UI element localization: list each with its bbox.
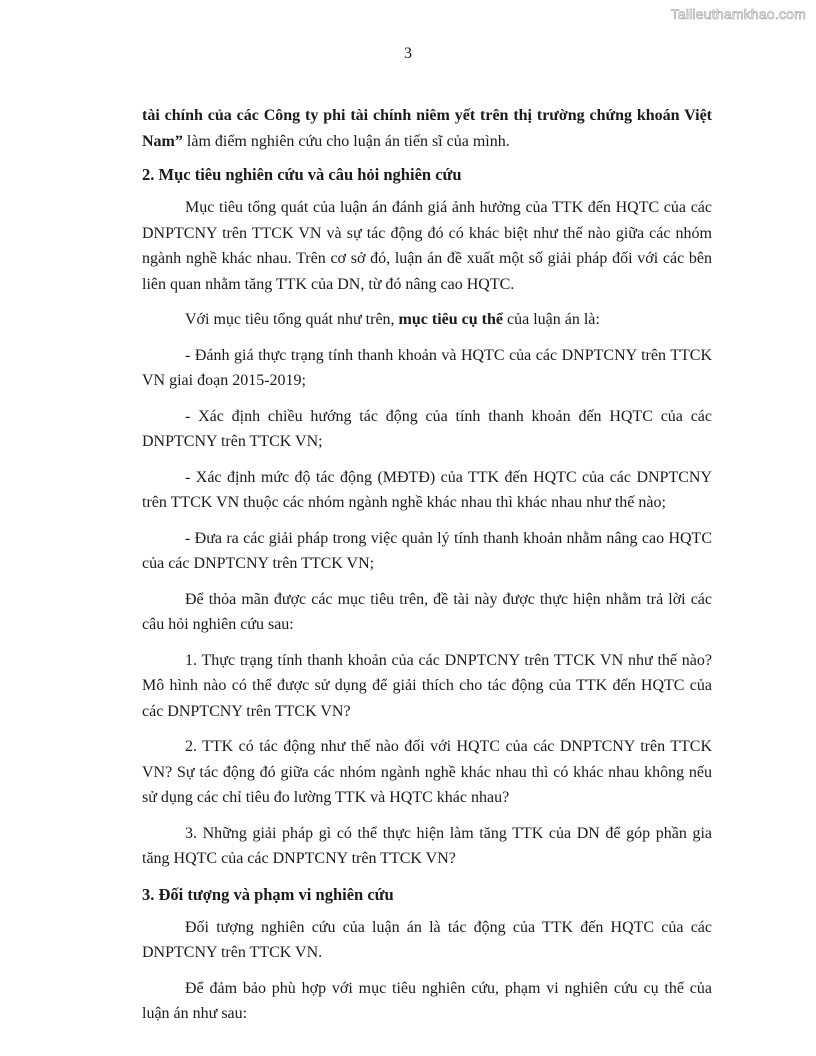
general-objective-paragraph: Mục tiêu tổng quát của luận án đánh giá ảnh hưởng của TTK đến HQTC của các DNPTCNY trên TTCK VN và sự tác động đó có khác biệt như thế nào giữa các nhóm ngành nghề khác nhau. Trên cơ sở đó, luận án đề xuất một số giải pháp đối với các bên liên quan nhằm tăng TTK của DN, từ đó nâng cao HQTC. <box>142 199 712 293</box>
specific-objective-pre: Với mục tiêu tổng quát như trên, <box>185 311 399 328</box>
research-questions-intro: Để thỏa mãn được các mục tiêu trên, đề tài này được thực hiện nhằm trả lời các câu hỏi nghiên cứu sau: <box>142 590 712 633</box>
intro-paragraph <box>142 103 712 154</box>
objective-item: - Đưa ra các giải pháp trong việc quản lý tính thanh khoản nhằm nâng cao HQTC của các DNPTCNY trên TTCK VN; <box>142 529 712 572</box>
objective-item: - Xác định chiều hướng tác động của tính thanh khoản đến HQTC của các DNPTCNY trên TTCK VN; <box>142 407 712 450</box>
research-question: 3. Những giải pháp gì có thể thực hiện làm tăng TTK của DN để góp phần gia tăng HQTC của các DNPTCNY trên TTCK VN? <box>142 824 712 867</box>
intro-rest: làm điểm nghiên cứu cho luận án tiến sĩ của mình. <box>182 132 510 150</box>
objective-item: - Xác định mức độ tác động (MĐTĐ) của TTK đến HQTC của các DNPTCNY trên TTCK VN thuộc các nhóm ngành nghề khác nhau thì khác nhau như thế nào; <box>142 468 712 511</box>
specific-objective-post: của luận án là: <box>502 311 600 328</box>
research-question: 2. TTK có tác động như thế nào đối với HQTC của các DNPTCNY trên TTCK VN? Sự tác động đó giữa các nhóm ngành nghề khác nhau thì có khác nhau không nếu sử dụng các chỉ tiêu đo lường TTK và HQTC khác nhau? <box>142 738 712 806</box>
intro-bold-title: tài chính của các Công ty phi tài chính niêm yết trên thị trường chứng khoán Việt Nam” <box>142 107 712 150</box>
section-2-heading: 2. Mục tiêu nghiên cứu và câu hỏi nghiên cứu <box>142 165 462 184</box>
page-number: 3 <box>404 45 412 62</box>
watermark-text: Tailieuthamkhao.com <box>670 6 806 22</box>
research-question: 1. Thực trạng tính thanh khoản của các DNPTCNY trên TTCK VN như thế nào? Mô hình nào có thể được sử dụng để giải thích cho tác động của TTK đến HQTC của các DNPTCNY trên TTCK VN? <box>142 651 712 720</box>
specific-objective-intro <box>142 307 712 333</box>
objective-item: - Đánh giá thực trạng tính thanh khoản và HQTC của các DNPTCNY trên TTCK VN giai đoạn 2015-2019; <box>142 346 712 389</box>
research-object-paragraph: Đối tượng nghiên cứu của luận án là tác động của TTK đến HQTC của các DNPTCNY trên TTCK VN. <box>142 918 712 961</box>
research-scope-paragraph: Để đảm bảo phù hợp với mục tiêu nghiên cứu, phạm vi nghiên cứu cụ thể của luận án như sau: <box>142 979 712 1022</box>
section-3-heading: 3. Đối tượng và phạm vi nghiên cứu <box>142 884 394 904</box>
specific-objective-bold: mục tiêu cụ thể <box>398 311 503 328</box>
document-body <box>142 103 712 1037</box>
